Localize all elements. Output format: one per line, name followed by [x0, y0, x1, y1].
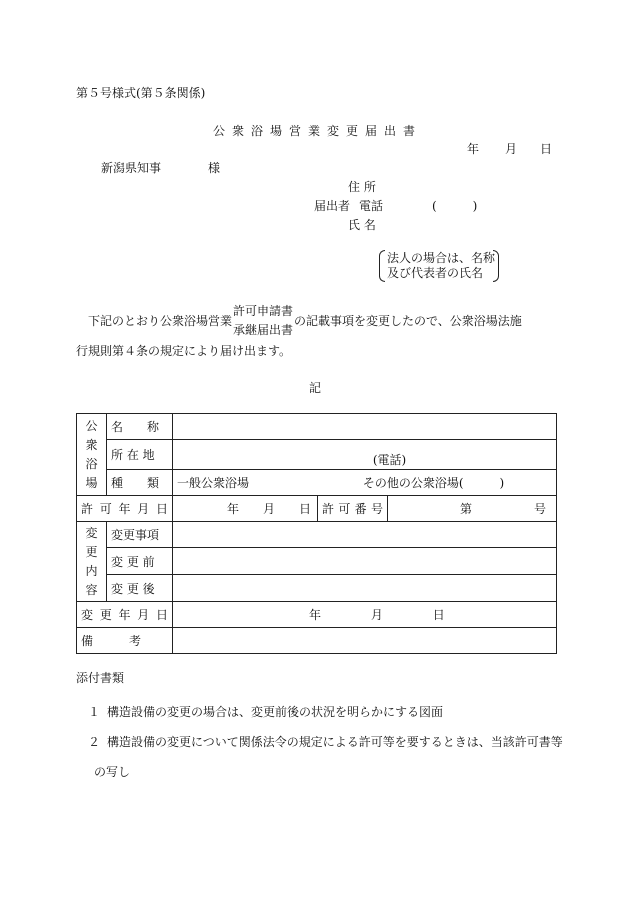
attachment-2-text: 構造設備の変更について関係法令の規定による許可等を要するときは、当該許可書等 [107, 735, 563, 749]
permit-no-label: 許 可 番 号 [322, 502, 383, 516]
location-phone-label: (電話) [372, 453, 407, 467]
attachment-1-text: 構造設備の変更の場合は、変更前後の状況を明らかにする図面 [107, 705, 444, 719]
body-part1: 下記のとおり公衆浴場営業 [88, 314, 233, 328]
change-date-label: 変 更 年 月 日 [81, 608, 168, 622]
change-group-label: 変更内容 [85, 525, 98, 597]
type-other: その他の公衆浴場( ) [362, 476, 505, 490]
addressee-name: 新潟県知事 [101, 161, 162, 175]
phone-label: 電話 [359, 199, 384, 213]
attachment-2-continuation: の写し [94, 765, 131, 779]
applicant-label: 届出者 [314, 199, 351, 213]
location-label: 所 在 地 [107, 440, 173, 470]
permit-no-label-cell [318, 496, 388, 522]
left-brace [379, 250, 385, 282]
change-date-year: 年 [309, 608, 322, 622]
corporate-note-line1: 法人の場合は、名称 [387, 251, 496, 265]
form-number: 第５号様式(第５条関係) [76, 86, 206, 100]
corporate-note [379, 249, 499, 282]
location-field[interactable] [173, 440, 557, 470]
row-facility-location [77, 440, 557, 470]
row-change-item [77, 522, 557, 548]
permit-no-field[interactable] [388, 496, 557, 522]
permit-date-label: 許 可 年 月 日 [81, 502, 168, 516]
row-change-before [77, 548, 557, 575]
row-change-after [77, 575, 557, 602]
type-general: 一般公衆浴場 [177, 476, 250, 490]
row-facility-name [77, 414, 557, 440]
permit-date-label-cell [77, 496, 173, 522]
permit-date-field[interactable] [173, 496, 318, 522]
attachments-heading: 添付書類 [76, 671, 125, 685]
remarks-label: 備 考 [77, 628, 173, 654]
facility-name-field[interactable] [173, 414, 557, 440]
date-year-label: 年 [467, 142, 480, 156]
change-date-day: 日 [432, 608, 445, 622]
type-label: 種 類 [107, 470, 173, 496]
corporate-note-line2: 及び代表者の氏名 [387, 266, 484, 280]
change-table [76, 413, 557, 654]
change-after-label: 変 更 後 [107, 575, 173, 602]
body-choice-succession: 承継届出書 [233, 323, 294, 337]
change-date-label-cell [77, 602, 173, 628]
permit-no-prefix: 第 [460, 502, 473, 516]
change-group-cell [77, 522, 107, 602]
permit-date-value: 年 月 日 [226, 502, 311, 516]
phone-paren: ( ) [432, 199, 478, 213]
type-field[interactable] [173, 470, 557, 496]
row-permit [77, 496, 557, 522]
ki-heading: 記 [309, 381, 322, 395]
row-change-date [77, 602, 557, 628]
attachment-1-number: １ [88, 705, 101, 719]
row-facility-type [77, 470, 557, 496]
change-item-field[interactable] [173, 522, 557, 548]
body-choice-permit: 許可申請書 [233, 304, 294, 318]
name-label: 氏 名 [348, 218, 376, 232]
row-remarks [77, 628, 557, 654]
body-part2: の記載事項を変更したので、公衆浴場法施 [294, 314, 522, 328]
change-item-label: 変更事項 [107, 522, 173, 548]
change-before-field[interactable] [173, 548, 557, 575]
address-label: 住 所 [348, 180, 376, 194]
attachment-2-number: ２ [88, 735, 101, 749]
change-date-field[interactable] [173, 602, 557, 628]
document-title: 公衆浴場営業変更届出書 [213, 124, 423, 138]
change-date-month: 月 [370, 608, 383, 622]
date-month-label: 月 [505, 142, 518, 156]
right-brace [493, 250, 499, 282]
addressee-honorific: 様 [208, 161, 221, 175]
permit-no-suffix: 号 [533, 502, 546, 516]
facility-name-label: 名 称 [107, 414, 173, 440]
date-day-label: 日 [540, 142, 553, 156]
change-after-field[interactable] [173, 575, 557, 602]
body-line2: 行規則第４条の規定により届け出ます。 [76, 344, 292, 358]
remarks-field[interactable] [173, 628, 557, 654]
facility-group-label: 公衆浴場 [85, 418, 98, 490]
change-before-label: 変 更 前 [107, 548, 173, 575]
facility-group-cell [77, 414, 107, 496]
